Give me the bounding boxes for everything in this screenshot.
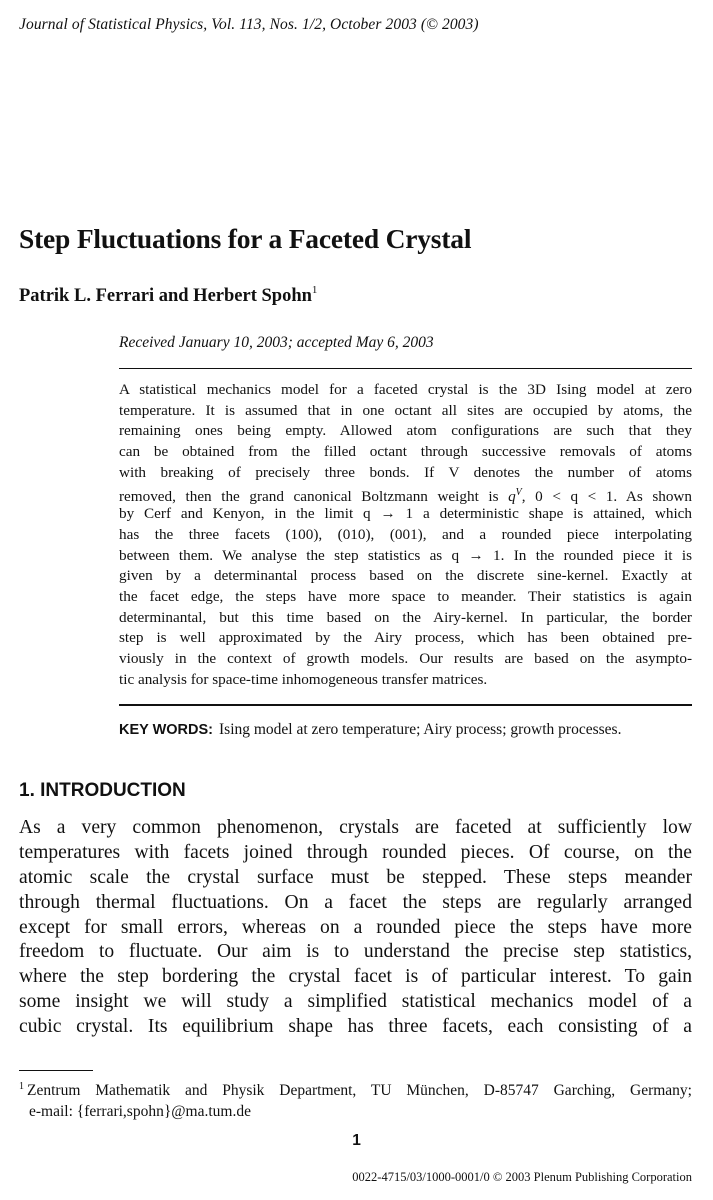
journal-header: Journal of Statistical Physics, Vol. 113, Nos. 1/2, October 2003 (© 2003) xyxy=(19,16,479,33)
body-line: atomic scale the crystal surface must be stepped. These steps meander xyxy=(19,866,692,888)
abstract xyxy=(119,380,692,690)
copyright-line: 0022-4715/03/1000-0001/0 © 2003 Plenum Publishing Corporation xyxy=(352,1170,692,1184)
keywords-label: KEY WORDS: xyxy=(119,722,213,738)
body-line: temperatures with facets joined through rounded pieces. Of course, on the xyxy=(19,841,692,863)
body-line: through thermal fluctuations. On a facet the steps are regularly arranged xyxy=(19,891,692,913)
abstract-line: tic analysis for space-time inhomogeneous transfer matrices. xyxy=(119,670,488,688)
footnote-line xyxy=(19,1076,692,1101)
introduction-paragraph xyxy=(19,816,692,1040)
abstract-line: the facet edge, the steps have more space to meander. Their statistics is again xyxy=(119,587,692,605)
abstract-line: removed, then the grand canonical Boltzmann weight is $q^V$, 0 < q < 1. As shown xyxy=(119,487,692,506)
math-q: q xyxy=(508,488,516,506)
body-line: some insight we will study a simplified statistical mechanics model of a xyxy=(19,991,692,1013)
abstract-line: with breaking of precisely three bonds. If V denotes the number of atoms xyxy=(119,463,692,481)
abstract-line: can be obtained from the filled octant through successive removals of atoms xyxy=(119,443,692,461)
body-line: freedom to fluctuate. Our aim is to understand the precise step statistics, xyxy=(19,941,692,963)
paper-title: Step Fluctuations for a Faceted Crystal xyxy=(19,223,472,254)
footnote-affiliation: Zentrum Mathematik and Physik Department, TU München, D-85747 Garching, Germany; xyxy=(27,1082,692,1099)
abstract-line: given by a determinantal process based on the discrete sine-kernel. Exactly at xyxy=(119,567,692,585)
abstract-line: between them. We analyse the step statistics as q → 1. In the rounded piece it is xyxy=(119,546,692,564)
abstract-line: temperature. It is assumed that in one octant all sites are occupied by atoms, the xyxy=(119,401,692,419)
body-line: As a very common phenomenon, crystals are faceted at sufficiently low xyxy=(19,817,692,838)
body-line: except for small errors, whereas on a rounded piece the steps have more xyxy=(19,916,692,938)
math-exponent-v: V xyxy=(515,487,522,499)
received-dates: Received January 10, 2003; accepted May 6, 2003 xyxy=(119,334,434,351)
author-line xyxy=(19,284,317,307)
footnote-rule xyxy=(19,1070,93,1071)
body-line: where the step bordering the crystal facet is of particular interest. To gain xyxy=(19,966,692,988)
footnote xyxy=(19,1076,692,1122)
body-line: cubic crystal. Its equilibrium shape has three facets, each consisting of a xyxy=(19,1016,692,1038)
keywords xyxy=(119,721,692,739)
abstract-line: by Cerf and Kenyon, in the limit q → 1 a deterministic shape is attained, which xyxy=(119,505,692,523)
keywords-text: Ising model at zero temperature; Airy process; growth processes. xyxy=(219,721,622,738)
abstract-line: determinantal, but this time based on the Airy-kernel. In particular, the border xyxy=(119,608,692,626)
abstract-line: A statistical mechanics model for a faceted crystal is the 3D Ising model at zero xyxy=(119,381,692,398)
abstract-top-rule xyxy=(119,368,692,369)
abstract-line: viously in the context of growth models. Our results are based on the asympto- xyxy=(119,649,692,667)
page-number: 1 xyxy=(352,1132,361,1149)
footnote-mark: 1 xyxy=(19,1081,24,1092)
abstract-line: has the three facets (100), (010), (001), and a rounded piece interpolating xyxy=(119,525,692,543)
footnote-email: e-mail: {ferrari,spohn}@ma.tum.de xyxy=(29,1103,251,1120)
section-heading: 1. INTRODUCTION xyxy=(19,780,186,801)
abstract-bottom-rule xyxy=(119,704,692,706)
abstract-line: remaining ones being empty. Allowed atom configurations are such that they xyxy=(119,422,692,440)
author-footnote-mark: 1 xyxy=(311,284,318,296)
abstract-line: step is well approximated by the Airy process, which has been obtained pre- xyxy=(119,629,692,647)
authors-names: Patrik L. Ferrari and Herbert Spohn xyxy=(19,286,312,306)
